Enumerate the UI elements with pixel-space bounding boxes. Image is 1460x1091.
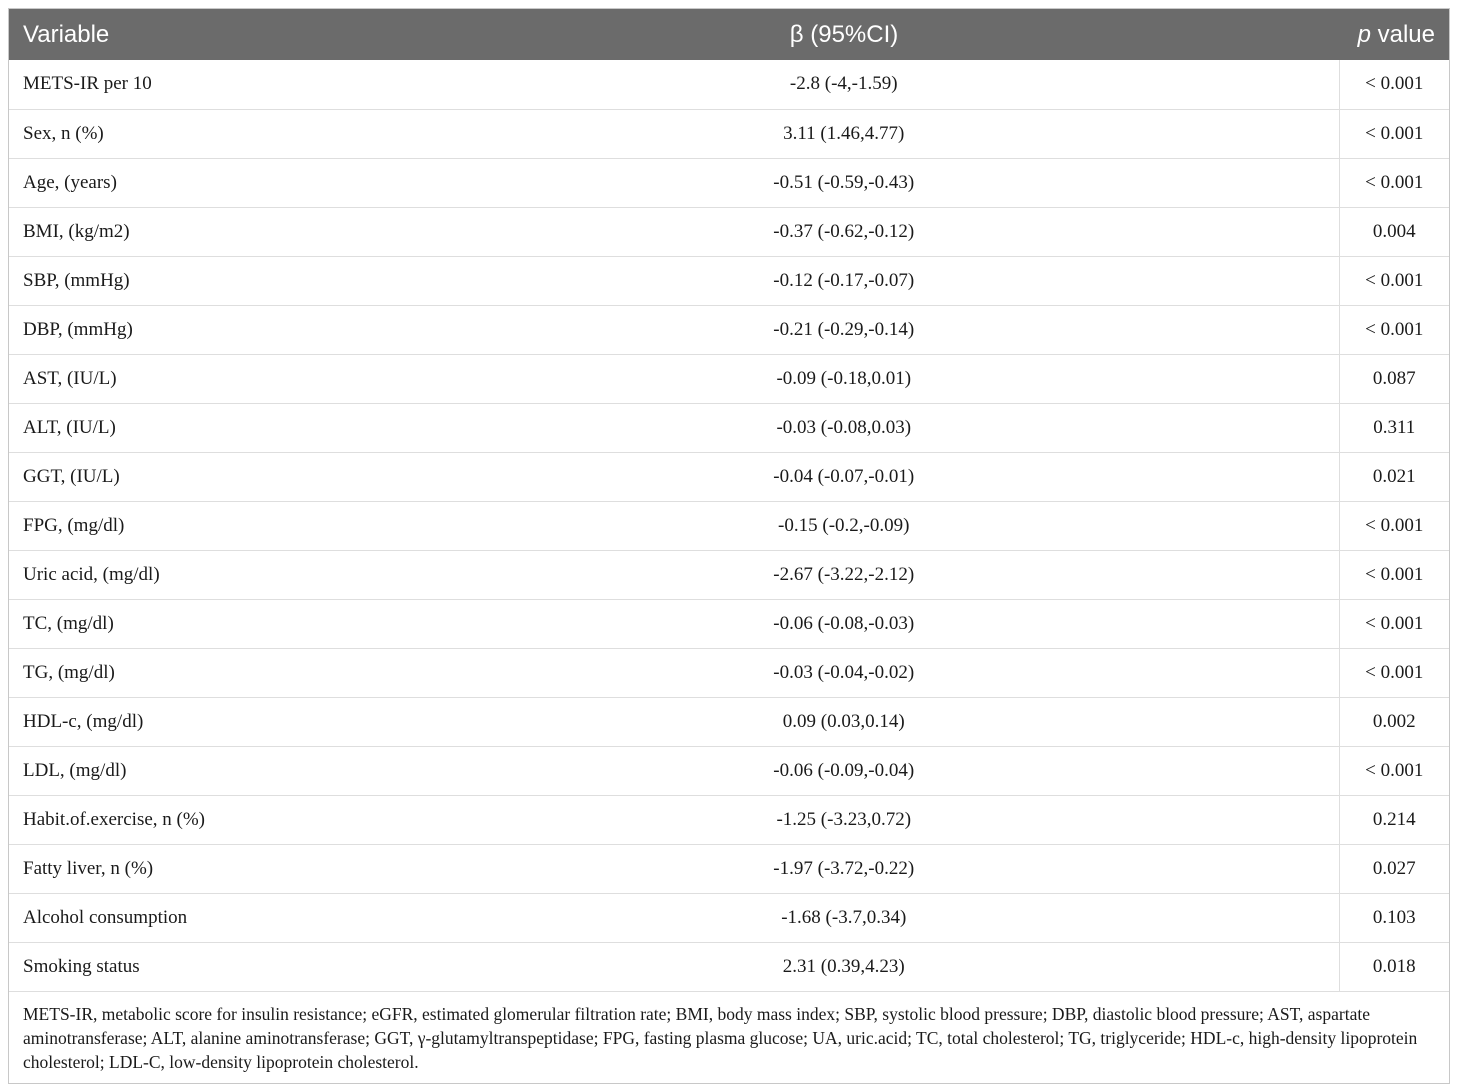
cell-beta: -0.15 (-0.2,-0.09)	[349, 501, 1339, 550]
table-row	[9, 354, 1449, 403]
cell-p-value: 0.021	[1339, 452, 1449, 501]
cell-p-value: < 0.001	[1339, 109, 1449, 158]
cell-p-value: 0.027	[1339, 844, 1449, 893]
header-row	[9, 9, 1449, 60]
cell-variable: TC, (mg/dl)	[9, 599, 349, 648]
cell-variable: METS-IR per 10	[9, 60, 349, 109]
cell-beta: -0.37 (-0.62,-0.12)	[349, 207, 1339, 256]
cell-p-value: < 0.001	[1339, 599, 1449, 648]
table-row	[9, 648, 1449, 697]
cell-beta: -1.97 (-3.72,-0.22)	[349, 844, 1339, 893]
cell-p-value: 0.004	[1339, 207, 1449, 256]
cell-variable: ALT, (IU/L)	[9, 403, 349, 452]
table-row	[9, 256, 1449, 305]
table-row	[9, 697, 1449, 746]
table-row	[9, 452, 1449, 501]
cell-p-value: < 0.001	[1339, 501, 1449, 550]
cell-p-value: < 0.001	[1339, 60, 1449, 109]
cell-variable: LDL, (mg/dl)	[9, 746, 349, 795]
cell-p-value: < 0.001	[1339, 256, 1449, 305]
cell-variable: FPG, (mg/dl)	[9, 501, 349, 550]
cell-beta: -0.09 (-0.18,0.01)	[349, 354, 1339, 403]
cell-beta: -0.51 (-0.59,-0.43)	[349, 158, 1339, 207]
cell-variable: BMI, (kg/m2)	[9, 207, 349, 256]
cell-p-value: < 0.001	[1339, 648, 1449, 697]
table-row	[9, 207, 1449, 256]
table-row	[9, 893, 1449, 942]
cell-p-value: 0.087	[1339, 354, 1449, 403]
cell-variable: Smoking status	[9, 942, 349, 991]
cell-p-value: 0.103	[1339, 893, 1449, 942]
table-row	[9, 501, 1449, 550]
cell-variable: Sex, n (%)	[9, 109, 349, 158]
table-row	[9, 109, 1449, 158]
cell-variable: Fatty liver, n (%)	[9, 844, 349, 893]
header-variable: Variable	[9, 9, 349, 60]
header-beta: β (95%CI)	[349, 9, 1339, 60]
cell-variable: Age, (years)	[9, 158, 349, 207]
cell-beta: -0.06 (-0.08,-0.03)	[349, 599, 1339, 648]
cell-variable: Habit.of.exercise, n (%)	[9, 795, 349, 844]
cell-p-value: 0.002	[1339, 697, 1449, 746]
cell-beta: 0.09 (0.03,0.14)	[349, 697, 1339, 746]
cell-p-value: < 0.001	[1339, 550, 1449, 599]
cell-p-value: 0.018	[1339, 942, 1449, 991]
cell-beta: -1.68 (-3.7,0.34)	[349, 893, 1339, 942]
table-header	[9, 9, 1449, 60]
cell-beta: 3.11 (1.46,4.77)	[349, 109, 1339, 158]
header-p-value	[1339, 9, 1449, 60]
regression-table	[9, 9, 1449, 992]
table-row	[9, 305, 1449, 354]
cell-p-value: 0.311	[1339, 403, 1449, 452]
table-row	[9, 942, 1449, 991]
header-p-italic: p	[1357, 20, 1371, 48]
cell-beta: -2.67 (-3.22,-2.12)	[349, 550, 1339, 599]
cell-beta: -1.25 (-3.23,0.72)	[349, 795, 1339, 844]
table-row	[9, 403, 1449, 452]
table-row	[9, 746, 1449, 795]
cell-beta: -0.04 (-0.07,-0.01)	[349, 452, 1339, 501]
cell-beta: -0.06 (-0.09,-0.04)	[349, 746, 1339, 795]
cell-variable: GGT, (IU/L)	[9, 452, 349, 501]
cell-beta: 2.31 (0.39,4.23)	[349, 942, 1339, 991]
cell-variable: DBP, (mmHg)	[9, 305, 349, 354]
cell-variable: TG, (mg/dl)	[9, 648, 349, 697]
cell-variable: SBP, (mmHg)	[9, 256, 349, 305]
table-body	[9, 60, 1449, 991]
cell-beta: -0.21 (-0.29,-0.14)	[349, 305, 1339, 354]
cell-p-value: < 0.001	[1339, 746, 1449, 795]
cell-variable: AST, (IU/L)	[9, 354, 349, 403]
cell-p-value: < 0.001	[1339, 305, 1449, 354]
table-footnote: METS-IR, metabolic score for insulin resistance; eGFR, estimated glomerular filtration rate; BMI, body mass index; SBP, systolic blood pressure; DBP, diastolic blood pressure; AST, aspartate aminotransferase; ALT, alanine aminotransferase; GGT, γ-glutamyltranspeptidase; FPG, fasting plasma glucose; UA, uric.acid; TC, total cholesterol; TG, triglyceride; HDL-c, high-density lipoprotein cholesterol; LDL-C, low-density lipoprotein cholesterol.	[23, 1003, 1418, 1072]
table-row	[9, 550, 1449, 599]
cell-p-value: < 0.001	[1339, 158, 1449, 207]
cell-beta: -0.12 (-0.17,-0.07)	[349, 256, 1339, 305]
cell-variable: Uric acid, (mg/dl)	[9, 550, 349, 599]
table-row	[9, 795, 1449, 844]
table-row	[9, 60, 1449, 109]
cell-p-value: 0.214	[1339, 795, 1449, 844]
cell-variable: Alcohol consumption	[9, 893, 349, 942]
header-p-rest: value	[1370, 20, 1435, 48]
cell-beta: -2.8 (-4,-1.59)	[349, 60, 1339, 109]
table-row	[9, 599, 1449, 648]
table-frame	[8, 8, 1450, 1084]
table-row	[9, 844, 1449, 893]
cell-beta: -0.03 (-0.08,0.03)	[349, 403, 1339, 452]
table-row	[9, 158, 1449, 207]
cell-beta: -0.03 (-0.04,-0.02)	[349, 648, 1339, 697]
cell-variable: HDL-c, (mg/dl)	[9, 697, 349, 746]
